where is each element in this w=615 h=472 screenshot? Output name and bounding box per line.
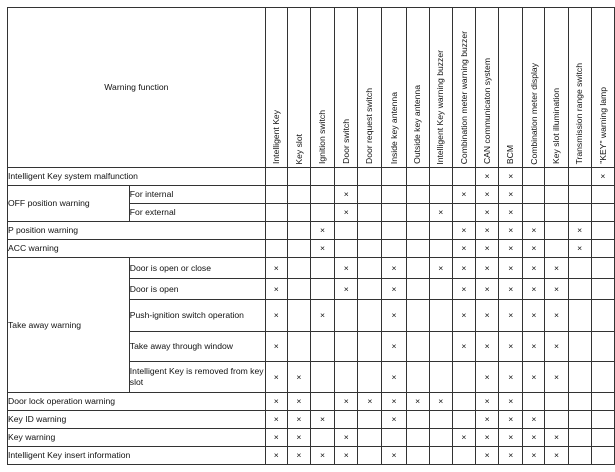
mark-cell-checked: × — [310, 300, 334, 332]
mark-cell — [287, 204, 310, 222]
mark-cell — [591, 411, 614, 429]
mark-cell — [358, 186, 382, 204]
mark-cell-checked: × — [335, 279, 358, 300]
column-header-label: Intelligent Key — [270, 110, 281, 165]
mark-cell — [406, 300, 429, 332]
mark-cell — [287, 168, 310, 186]
mark-cell — [545, 240, 568, 258]
mark-cell — [568, 362, 591, 393]
mark-cell — [429, 186, 452, 204]
mark-cell — [568, 300, 591, 332]
mark-cell-checked: × — [358, 393, 382, 411]
mark-cell — [452, 393, 475, 411]
mark-cell — [287, 240, 310, 258]
mark-cell — [523, 168, 545, 186]
column-header-label: Inside key antenna — [388, 92, 399, 165]
mark-cell-checked: × — [452, 258, 475, 279]
table-row — [8, 393, 615, 411]
mark-cell — [287, 279, 310, 300]
mark-cell — [568, 429, 591, 447]
mark-cell-checked: × — [310, 240, 334, 258]
mark-cell-checked: × — [499, 411, 523, 429]
mark-cell — [358, 411, 382, 429]
column-header — [265, 8, 287, 168]
mark-cell-checked: × — [476, 204, 499, 222]
mark-cell-checked: × — [287, 411, 310, 429]
mark-cell — [452, 362, 475, 393]
mark-cell — [382, 222, 406, 240]
mark-cell-checked: × — [406, 393, 429, 411]
mark-cell — [429, 168, 452, 186]
mark-cell-checked: × — [265, 429, 287, 447]
mark-cell-checked: × — [287, 362, 310, 393]
table-row — [8, 411, 615, 429]
mark-cell-checked: × — [499, 429, 523, 447]
column-header-label: Ignition switch — [317, 110, 328, 165]
mark-cell-checked: × — [382, 279, 406, 300]
table-row — [8, 429, 615, 447]
mark-cell-checked: × — [310, 411, 334, 429]
mark-cell — [452, 168, 475, 186]
mark-cell — [406, 411, 429, 429]
column-header — [523, 8, 545, 168]
condition-cell: For internal — [129, 186, 265, 204]
mark-cell-checked: × — [265, 332, 287, 362]
mark-cell-checked: × — [335, 429, 358, 447]
mark-cell-checked: × — [335, 393, 358, 411]
mark-cell-checked: × — [452, 429, 475, 447]
mark-cell — [406, 168, 429, 186]
mark-cell — [429, 240, 452, 258]
mark-cell — [591, 332, 614, 362]
mark-cell — [452, 204, 475, 222]
mark-cell — [358, 300, 382, 332]
mark-cell — [287, 186, 310, 204]
column-header — [358, 8, 382, 168]
mark-cell-checked: × — [335, 204, 358, 222]
mark-cell-checked: × — [287, 393, 310, 411]
mark-cell — [523, 393, 545, 411]
mark-cell — [310, 186, 334, 204]
mark-cell — [406, 222, 429, 240]
mark-cell-checked: × — [452, 222, 475, 240]
mark-cell — [429, 429, 452, 447]
mark-cell — [358, 332, 382, 362]
mark-cell-checked: × — [476, 258, 499, 279]
mark-cell — [568, 332, 591, 362]
condition-cell: Push-ignition switch operation — [129, 300, 265, 332]
mark-cell-checked: × — [523, 362, 545, 393]
table-body — [8, 168, 615, 465]
mark-cell — [429, 279, 452, 300]
mark-cell-checked: × — [499, 393, 523, 411]
column-header-label: Outside key antenna — [412, 85, 423, 165]
mark-cell-checked: × — [452, 240, 475, 258]
mark-cell — [545, 186, 568, 204]
mark-cell — [335, 240, 358, 258]
mark-cell — [568, 393, 591, 411]
mark-cell-checked: × — [265, 279, 287, 300]
table-row — [8, 222, 615, 240]
column-header-label: "KEY" warning lamp — [597, 87, 608, 165]
mark-cell — [335, 332, 358, 362]
mark-cell — [287, 258, 310, 279]
table-row — [8, 447, 615, 465]
column-header-label: Door switch — [340, 119, 351, 165]
mark-cell — [429, 300, 452, 332]
mark-cell-checked: × — [499, 240, 523, 258]
column-header — [568, 8, 591, 168]
column-header-label: Intelligent Key warning buzzer — [435, 49, 446, 165]
mark-cell-checked: × — [382, 411, 406, 429]
mark-cell-checked: × — [523, 429, 545, 447]
mark-cell — [545, 168, 568, 186]
mark-cell — [568, 411, 591, 429]
column-header-label: Combination meter warning buzzer — [458, 30, 469, 165]
mark-cell — [358, 429, 382, 447]
mark-cell — [382, 240, 406, 258]
mark-cell — [358, 168, 382, 186]
mark-cell — [523, 186, 545, 204]
mark-cell — [406, 186, 429, 204]
mark-cell — [406, 447, 429, 465]
mark-cell — [591, 393, 614, 411]
condition-cell: For external — [129, 204, 265, 222]
mark-cell — [310, 429, 334, 447]
mark-cell-checked: × — [382, 447, 406, 465]
mark-cell-checked: × — [591, 168, 614, 186]
mark-cell — [406, 332, 429, 362]
mark-cell — [429, 332, 452, 362]
mark-cell — [358, 222, 382, 240]
mark-cell — [406, 279, 429, 300]
mark-cell-checked: × — [545, 258, 568, 279]
mark-cell — [265, 168, 287, 186]
mark-cell-checked: × — [568, 240, 591, 258]
mark-cell-checked: × — [452, 279, 475, 300]
mark-cell-checked: × — [476, 411, 499, 429]
mark-cell — [310, 168, 334, 186]
mark-cell-checked: × — [545, 447, 568, 465]
mark-cell — [406, 258, 429, 279]
mark-cell — [591, 447, 614, 465]
mark-cell-checked: × — [523, 332, 545, 362]
mark-cell — [591, 279, 614, 300]
mark-cell-checked: × — [499, 186, 523, 204]
mark-cell — [287, 332, 310, 362]
mark-cell-checked: × — [429, 204, 452, 222]
mark-cell-checked: × — [476, 362, 499, 393]
mark-cell-checked: × — [452, 300, 475, 332]
mark-cell-checked: × — [265, 393, 287, 411]
mark-cell — [287, 222, 310, 240]
mark-cell-checked: × — [523, 258, 545, 279]
mark-cell — [358, 362, 382, 393]
table-row — [8, 186, 615, 204]
mark-cell-checked: × — [310, 222, 334, 240]
function-cell: OFF position warning — [8, 186, 130, 222]
mark-cell — [591, 240, 614, 258]
mark-cell — [382, 168, 406, 186]
mark-cell — [591, 429, 614, 447]
mark-cell-checked: × — [287, 447, 310, 465]
mark-cell — [568, 258, 591, 279]
mark-cell-checked: × — [452, 186, 475, 204]
mark-cell — [265, 222, 287, 240]
mark-cell-checked: × — [523, 411, 545, 429]
mark-cell — [591, 258, 614, 279]
mark-cell — [452, 447, 475, 465]
mark-cell — [382, 204, 406, 222]
mark-cell-checked: × — [476, 240, 499, 258]
column-header — [335, 8, 358, 168]
mark-cell — [523, 204, 545, 222]
column-header-label: Door request switch — [364, 88, 375, 165]
mark-cell-checked: × — [382, 258, 406, 279]
mark-cell — [310, 204, 334, 222]
mark-cell — [310, 393, 334, 411]
mark-cell — [591, 362, 614, 393]
mark-cell — [358, 279, 382, 300]
mark-cell-checked: × — [382, 362, 406, 393]
column-header — [499, 8, 523, 168]
warning-function-header: Warning function — [8, 8, 266, 168]
function-cell: Door lock operation warning — [8, 393, 266, 411]
mark-cell-checked: × — [545, 300, 568, 332]
mark-cell-checked: × — [545, 332, 568, 362]
mark-cell — [429, 411, 452, 429]
mark-cell-checked: × — [382, 393, 406, 411]
mark-cell-checked: × — [310, 447, 334, 465]
mark-cell — [335, 300, 358, 332]
mark-cell — [335, 222, 358, 240]
mark-cell — [568, 447, 591, 465]
mark-cell-checked: × — [523, 447, 545, 465]
column-header — [476, 8, 499, 168]
mark-cell — [429, 362, 452, 393]
column-header-label: BCM — [505, 145, 516, 165]
mark-cell-checked: × — [265, 300, 287, 332]
column-header — [287, 8, 310, 168]
column-header — [310, 8, 334, 168]
mark-cell — [335, 362, 358, 393]
mark-cell — [310, 332, 334, 362]
mark-cell — [287, 300, 310, 332]
mark-cell-checked: × — [499, 168, 523, 186]
mark-cell — [591, 204, 614, 222]
mark-cell-checked: × — [499, 332, 523, 362]
column-header — [429, 8, 452, 168]
mark-cell-checked: × — [476, 429, 499, 447]
mark-cell-checked: × — [476, 222, 499, 240]
mark-cell — [429, 222, 452, 240]
function-cell: Intelligent Key insert information — [8, 447, 266, 465]
mark-cell-checked: × — [287, 429, 310, 447]
mark-cell — [545, 222, 568, 240]
mark-cell — [545, 204, 568, 222]
mark-cell — [382, 186, 406, 204]
mark-cell-checked: × — [545, 362, 568, 393]
function-cell: Take away warning — [8, 258, 130, 393]
mark-cell — [358, 240, 382, 258]
mark-cell-checked: × — [265, 362, 287, 393]
mark-cell-checked: × — [545, 279, 568, 300]
mark-cell — [265, 240, 287, 258]
mark-cell-checked: × — [265, 411, 287, 429]
mark-cell-checked: × — [476, 279, 499, 300]
mark-cell-checked: × — [452, 332, 475, 362]
mark-cell — [335, 411, 358, 429]
table-row — [8, 240, 615, 258]
column-header-label: Key slot — [293, 133, 304, 165]
mark-cell — [358, 204, 382, 222]
mark-cell-checked: × — [429, 258, 452, 279]
mark-cell — [406, 204, 429, 222]
mark-cell-checked: × — [476, 300, 499, 332]
mark-cell — [568, 279, 591, 300]
mark-cell-checked: × — [476, 186, 499, 204]
mark-cell — [382, 429, 406, 447]
column-header — [545, 8, 568, 168]
condition-cell: Door is open — [129, 279, 265, 300]
table-row — [8, 258, 615, 279]
mark-cell-checked: × — [335, 186, 358, 204]
mark-cell — [406, 429, 429, 447]
mark-cell — [335, 168, 358, 186]
mark-cell-checked: × — [568, 222, 591, 240]
mark-cell — [452, 411, 475, 429]
function-cell: P position warning — [8, 222, 266, 240]
mark-cell — [591, 300, 614, 332]
mark-cell-checked: × — [476, 332, 499, 362]
column-header-label: Transmission range switch — [574, 62, 585, 165]
condition-cell: Take away through window — [129, 332, 265, 362]
mark-cell — [406, 240, 429, 258]
condition-cell: Intelligent Key is removed from key slot — [129, 362, 265, 393]
mark-cell — [406, 362, 429, 393]
mark-cell-checked: × — [499, 258, 523, 279]
mark-cell — [265, 186, 287, 204]
mark-cell-checked: × — [499, 447, 523, 465]
mark-cell — [591, 222, 614, 240]
mark-cell-checked: × — [335, 447, 358, 465]
function-cell: Intelligent Key system malfunction — [8, 168, 266, 186]
mark-cell — [545, 411, 568, 429]
mark-cell-checked: × — [382, 300, 406, 332]
function-cell: Key ID warning — [8, 411, 266, 429]
mark-cell-checked: × — [335, 258, 358, 279]
mark-cell-checked: × — [499, 362, 523, 393]
mark-cell-checked: × — [476, 393, 499, 411]
mark-cell — [568, 204, 591, 222]
column-header — [406, 8, 429, 168]
mark-cell — [358, 258, 382, 279]
column-header — [382, 8, 406, 168]
mark-cell — [568, 168, 591, 186]
function-cell: Key warning — [8, 429, 266, 447]
mark-cell-checked: × — [382, 332, 406, 362]
mark-cell-checked: × — [265, 258, 287, 279]
mark-cell-checked: × — [523, 240, 545, 258]
mark-cell-checked: × — [499, 222, 523, 240]
column-header-label: CAN communicaton system — [481, 58, 492, 165]
column-header — [452, 8, 475, 168]
mark-cell-checked: × — [476, 447, 499, 465]
warning-function-table — [7, 7, 615, 465]
mark-cell-checked: × — [499, 279, 523, 300]
mark-cell-checked: × — [523, 222, 545, 240]
mark-cell — [568, 186, 591, 204]
function-cell: ACC warning — [8, 240, 266, 258]
mark-cell — [265, 204, 287, 222]
mark-cell-checked: × — [523, 279, 545, 300]
mark-cell — [591, 186, 614, 204]
condition-cell: Door is open or close — [129, 258, 265, 279]
column-header-label: Combination meter display — [528, 62, 539, 165]
column-header-label: Key slot illumination — [551, 88, 562, 165]
mark-cell-checked: × — [499, 204, 523, 222]
mark-cell-checked: × — [476, 168, 499, 186]
mark-cell-checked: × — [545, 429, 568, 447]
mark-cell — [429, 447, 452, 465]
mark-cell — [545, 393, 568, 411]
table-row — [8, 168, 615, 186]
column-header — [591, 8, 614, 168]
mark-cell-checked: × — [265, 447, 287, 465]
mark-cell — [310, 258, 334, 279]
mark-cell-checked: × — [499, 300, 523, 332]
mark-cell-checked: × — [429, 393, 452, 411]
mark-cell — [310, 362, 334, 393]
mark-cell-checked: × — [523, 300, 545, 332]
mark-cell — [358, 447, 382, 465]
mark-cell — [310, 279, 334, 300]
